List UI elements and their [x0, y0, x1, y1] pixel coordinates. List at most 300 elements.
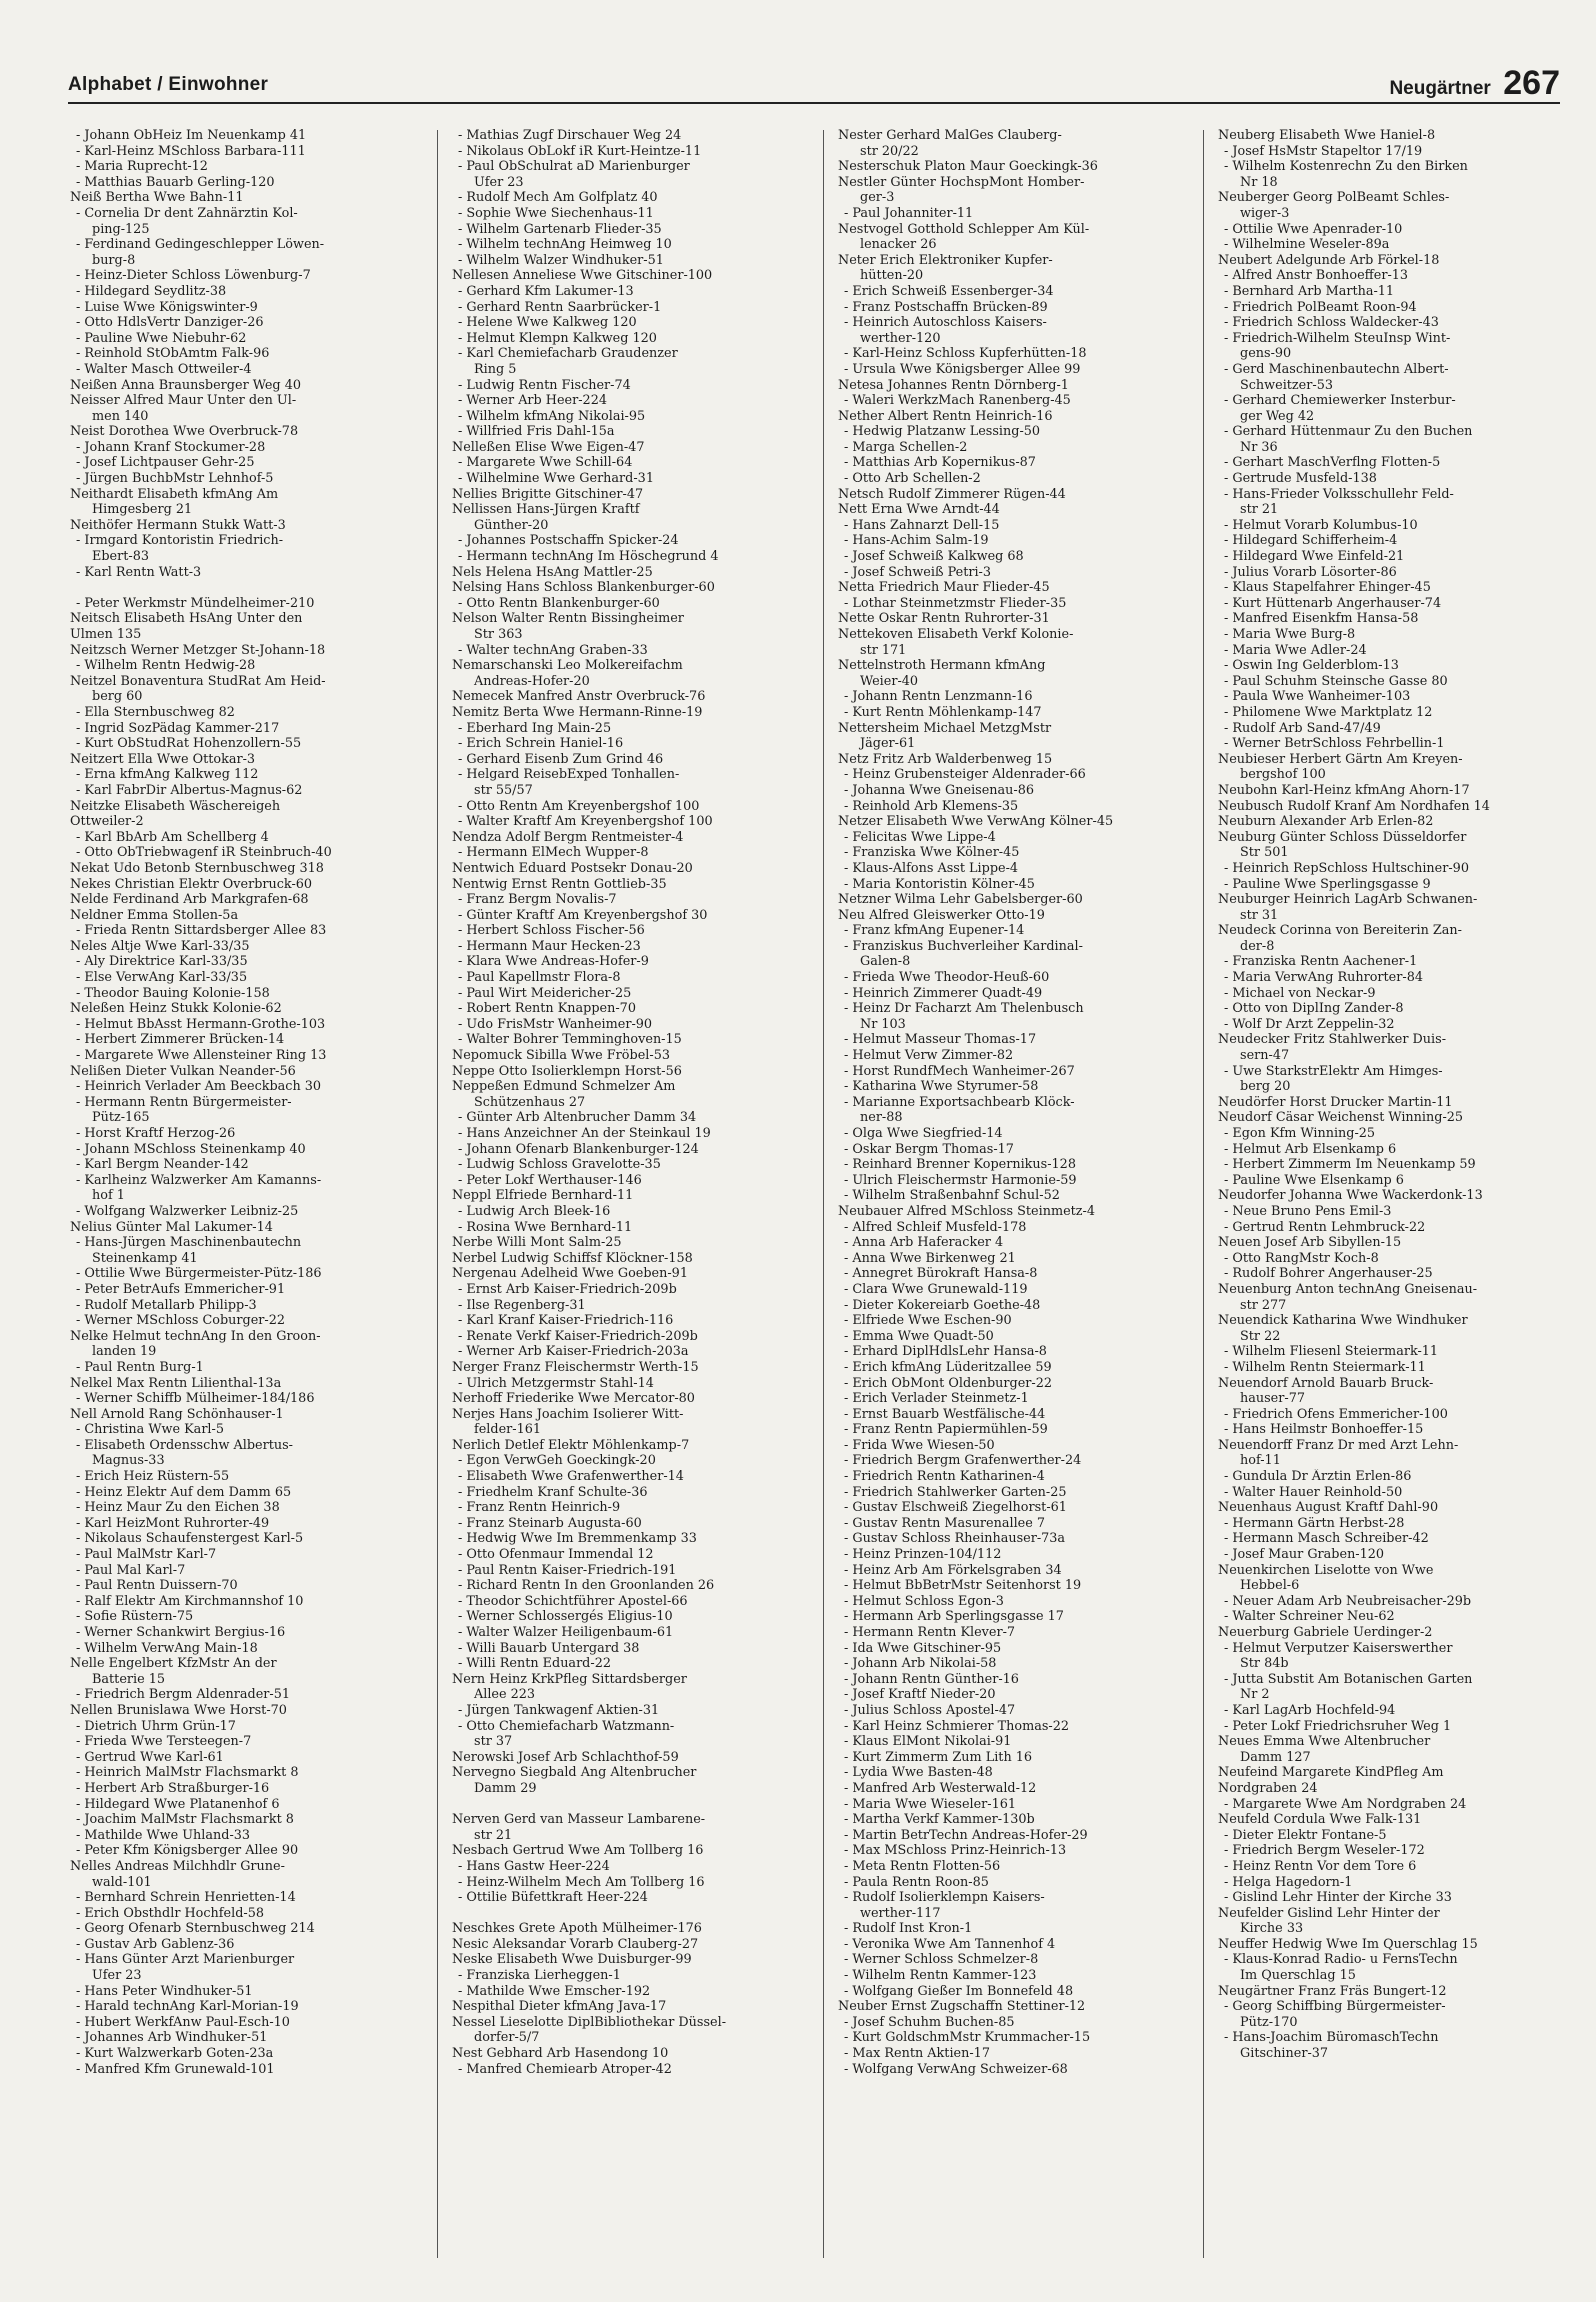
directory-entry: Nelißen Dieter Vulkan Neander-56 — [70, 1063, 296, 1079]
directory-entry: - Hermann technAng Im Höschegrund 4 — [458, 549, 719, 565]
directory-entry: dorfer-5/7 — [474, 2030, 540, 2046]
directory-entry: Neuenburg Anton technAng Gneisenau- — [1218, 1281, 1478, 1297]
directory-entry: - Gertrud Rentn Lehmbruck-22 — [1224, 1219, 1426, 1235]
directory-entry: - Martin BetrTechn Andreas-Hofer-29 — [844, 1827, 1088, 1843]
directory-entry: - Waleri WerkzMach Ranenberg-45 — [844, 393, 1071, 409]
directory-entry: - Elisabeth Wwe Grafenwerther-14 — [458, 1469, 684, 1485]
directory-entry: - Gerhard Chemiewerker Insterbur- — [1224, 393, 1456, 409]
directory-entry: bergshof 100 — [1240, 767, 1326, 783]
directory-entry: - Erich Schrein Haniel-16 — [458, 736, 624, 752]
directory-entry: werther-117 — [860, 1905, 941, 1921]
directory-entry: werther-120 — [860, 330, 941, 346]
directory-entry: - Wilhelm Gartenarb Flieder-35 — [458, 221, 662, 237]
directory-entry: Nester Gerhard MalGes Clauberg- — [838, 128, 1062, 143]
directory-entry: - Richard Rentn In den Groonlanden 26 — [458, 1578, 715, 1594]
directory-entry: Galen-8 — [860, 954, 911, 970]
directory-entry: - Erich Heiz Rüstern-55 — [76, 1469, 230, 1485]
directory-entry: - Heinrich MalMstr Flachsmarkt 8 — [76, 1765, 299, 1781]
directory-entry: - Uwe StarkstrElektr Am Himges- — [1224, 1063, 1443, 1079]
directory-entry: - Heinz Maur Zu den Eichen 38 — [76, 1500, 280, 1516]
directory-entry: Neisser Alfred Maur Unter den Ul- — [70, 393, 297, 409]
directory-entry: Neitsch Elisabeth HsAng Unter den — [70, 611, 303, 627]
directory-entry: - Margarete Wwe Schill-64 — [458, 455, 633, 471]
directory-entry: - Alfred Anstr Bonhoeffer-13 — [1224, 268, 1409, 284]
directory-entry: - Gerd Maschinenbautechn Albert- — [1224, 361, 1449, 377]
directory-entry: Andreas-Hofer-20 — [474, 673, 590, 689]
directory-entry: Nemitz Berta Wwe Hermann-Rinne-19 — [452, 704, 703, 720]
directory-entry: - Wilhelmine Weseler-89a — [1224, 237, 1390, 253]
directory-entry: - Paul Mal Karl-7 — [76, 1562, 186, 1578]
directory-entry: - Peter Kfm Königsberger Allee 90 — [76, 1843, 299, 1859]
directory-entry: - Paul Rentn Kaiser-Friedrich-191 — [458, 1562, 677, 1578]
directory-entry: - Horst RundfMech Wanheimer-267 — [844, 1063, 1075, 1079]
directory-entry: str 171 — [860, 642, 907, 658]
directory-entry: - Gerhart MaschVerflng Flotten-5 — [1224, 455, 1441, 471]
directory-entry: - Sofie Rüstern-75 — [76, 1609, 194, 1625]
directory-entry: - Herbert Arb Straßburger-16 — [76, 1780, 270, 1796]
page-header — [68, 62, 1560, 104]
directory-entry: - Hermann Arb Sperlingsgasse 17 — [844, 1609, 1064, 1625]
blank-line — [70, 580, 418, 596]
directory-entry: - Paula Wwe Wanheimer-103 — [1224, 689, 1411, 705]
directory-entry: - Friedrich Ofens Emmericher-100 — [1224, 1406, 1448, 1422]
directory-entry: - Heinz Grubensteiger Aldenrader-66 — [844, 767, 1086, 783]
directory-entry: burg-8 — [92, 252, 136, 268]
directory-entry: Neuendorf Arnold Bauarb Bruck- — [1218, 1375, 1434, 1391]
directory-entry: - Hans Heilmstr Bonhoeffer-15 — [1224, 1422, 1424, 1438]
directory-entry: - Julius Vorarb Lösorter-86 — [1224, 564, 1397, 580]
directory-entry: - Gertrude Musfeld-138 — [1224, 471, 1377, 487]
directory-entry: str 55/57 — [474, 782, 533, 798]
directory-entry: hütten-20 — [860, 268, 924, 284]
directory-entry: - Ottilie Büfettkraft Heer-224 — [458, 1890, 648, 1906]
directory-entry: Nendza Adolf Bergm Rentmeister-4 — [452, 829, 684, 845]
directory-entry: - Gerhard Hüttenmaur Zu den Buchen — [1224, 424, 1473, 440]
directory-entry: - Paul Rentn Burg-1 — [76, 1359, 204, 1375]
directory-entry: Pütz-170 — [1240, 2014, 1298, 2030]
directory-entry: - Paula Rentn Roon-85 — [844, 1874, 989, 1890]
directory-entry: - Lothar Steinmetzmstr Flieder-35 — [844, 595, 1067, 611]
blank-line — [452, 1797, 800, 1813]
directory-entry: Nels Helena HsAng Mattler-25 — [452, 564, 653, 580]
directory-entry: Nepomuck Sibilla Wwe Fröbel-53 — [452, 1048, 670, 1064]
directory-entry: Nettelnstroth Hermann kfmAng — [838, 658, 1046, 674]
directory-entry: Netta Friedrich Maur Flieder-45 — [838, 580, 1050, 596]
directory-entry: - Heinrich Autoschloss Kaisers- — [844, 315, 1047, 331]
directory-entry: - Walter Masch Ottweiler-4 — [76, 361, 252, 377]
directory-entry: - Kurt Rentn Möhlenkamp-147 — [844, 704, 1042, 720]
directory-entry: Neudorfer Johanna Wwe Wackerdonk-13 — [1218, 1188, 1483, 1204]
directory-entry: Nett Erna Wwe Arndt-44 — [838, 502, 1000, 518]
directory-entry: Neu Alfred Gleiswerker Otto-19 — [838, 907, 1045, 923]
directory-entry: lenacker 26 — [860, 237, 937, 253]
directory-entry: Nellies Brigitte Gitschiner-47 — [452, 486, 644, 502]
directory-entry: - Otto RangMstr Koch-8 — [1224, 1250, 1379, 1266]
directory-entry: - Bernhard Arb Martha-11 — [1224, 283, 1395, 299]
directory-entry: - Eberhard Ing Main-25 — [458, 720, 612, 736]
directory-entry: - Willfried Fris Dahl-15a — [458, 424, 615, 440]
directory-entry: - Martha Verkf Kammer-130b — [844, 1812, 1035, 1828]
directory-entry: - Franz Bergm Novalis-7 — [458, 892, 617, 908]
directory-entry: - Margarete Wwe Am Nordgraben 24 — [1224, 1796, 1467, 1812]
directory-entry: - Wilhelm Rentn Kammer-123 — [844, 1968, 1037, 1984]
directory-entry: - Klaus Stapelfahrer Ehinger-45 — [1224, 580, 1431, 596]
directory-entry: Ulmen 135 — [70, 627, 142, 642]
directory-entry: Neuberg Elisabeth Wwe Haniel-8 — [1218, 128, 1436, 143]
directory-entry: Himgesberg 21 — [92, 502, 193, 518]
directory-entry: Nr 36 — [1240, 439, 1278, 455]
directory-entry: - Karl-Heinz MSchloss Barbara-111 — [76, 143, 306, 159]
directory-entry: - Josef Maur Graben-120 — [1224, 1547, 1385, 1563]
directory-entry: - Ella Sternbuschweg 82 — [76, 704, 235, 720]
directory-entry: - Wilhelm VerwAng Main-18 — [76, 1640, 258, 1656]
directory-entry: - Helga Hagedorn-1 — [1224, 1874, 1353, 1890]
directory-entry: - Theodor Bauing Kolonie-158 — [76, 985, 270, 1001]
directory-entry: Nerlich Detlef Elektr Möhlenkamp-7 — [452, 1437, 690, 1453]
directory-entry: Allee 223 — [474, 1687, 536, 1703]
directory-entry: Nekat Udo Betonb Sternbuschweg 318 — [70, 860, 324, 876]
directory-entry: hof-11 — [1240, 1453, 1281, 1469]
directory-entry: - Veronika Wwe Am Tannenhof 4 — [844, 1936, 1056, 1952]
directory-entry: - Herbert Zimmerer Brücken-14 — [76, 1032, 285, 1048]
directory-entry: Neudeck Corinna von Bereiterin Zan- — [1218, 923, 1462, 939]
directory-entry: - Frida Wwe Wiesen-50 — [844, 1437, 995, 1453]
directory-entry: Günther-20 — [474, 517, 549, 533]
directory-entry: - Josef HsMstr Stapeltor 17/19 — [1224, 143, 1423, 159]
directory-entry: - Manfred Kfm Grunewald-101 — [76, 2061, 275, 2077]
directory-entry: - Walter Bohrer Temminghoven-15 — [458, 1032, 682, 1048]
directory-entry: ger Weg 42 — [1240, 408, 1315, 424]
directory-entry: Netsch Rudolf Zimmerer Rügen-44 — [838, 486, 1066, 502]
directory-entry: - Bernhard Schrein Henrietten-14 — [76, 1890, 296, 1906]
directory-entry: Nr 103 — [860, 1016, 906, 1032]
directory-entry: - Wilhelm kfmAng Nikolai-95 — [458, 408, 646, 424]
directory-entry: - Hans Gastw Heer-224 — [458, 1858, 610, 1874]
directory-entry: Neuendorff Franz Dr med Arzt Lehn- — [1218, 1437, 1459, 1453]
directory-entry: - Franz Postschaffn Brücken-89 — [844, 299, 1048, 315]
directory-entry: - Lydia Wwe Basten-48 — [844, 1765, 993, 1781]
directory-entry: - Josef Schuhm Buchen-85 — [844, 2014, 1015, 2030]
directory-entry: Neithardt Elisabeth kfmAng Am — [70, 486, 279, 502]
directory-entry: - Paul ObSchulrat aD Marienburger — [458, 159, 690, 175]
directory-entry: - Günter Arb Altenbrucher Damm 34 — [458, 1110, 697, 1126]
directory-entry: Nelleßen Elise Wwe Eigen-47 — [452, 439, 645, 455]
directory-columns — [70, 128, 1570, 2278]
directory-entry: Nentwich Eduard Postsekr Donau-20 — [452, 860, 693, 876]
directory-entry: Nr 18 — [1240, 174, 1278, 190]
directory-entry: - Johann Kranf Stockumer-28 — [76, 439, 266, 455]
directory-entry: - Sophie Wwe Siechenhaus-11 — [458, 205, 654, 221]
directory-entry: Steinenkamp 41 — [92, 1250, 198, 1266]
directory-entry: - Johann Rentn Lenzmann-16 — [844, 689, 1033, 705]
directory-entry: - Hans-Joachim BüromaschTechn — [1224, 2030, 1439, 2046]
directory-entry: - Ludwig Arch Bleek-16 — [458, 1203, 611, 1219]
directory-entry: - Maria Wwe Adler-24 — [1224, 642, 1367, 658]
directory-entry: - Friedrich Bergm Weseler-172 — [1224, 1843, 1425, 1859]
directory-entry: Neiß Bertha Wwe Bahn-11 — [70, 190, 244, 206]
directory-entry: - Manfred Arb Westerwald-12 — [844, 1780, 1037, 1796]
directory-entry: Neschkes Grete Apoth Mülheimer-176 — [452, 1921, 702, 1937]
directory-entry: - Otto Chemiefacharb Watzmann- — [458, 1718, 675, 1734]
directory-entry: - Rosina Wwe Bernhard-11 — [458, 1219, 633, 1235]
directory-entry: - Heinrich RepSchloss Hultschiner-90 — [1224, 860, 1469, 876]
directory-entry: - Walter Schreiner Neu-62 — [1224, 1609, 1395, 1625]
directory-entry: - Franziska Lierheggen-1 — [458, 1968, 621, 1984]
directory-entry: - Karl BbArb Am Schellberg 4 — [76, 829, 269, 845]
directory-entry: - Dietrich Uhrm Grün-17 — [76, 1718, 236, 1734]
directory-entry: Nervegno Siegbald Ang Altenbrucher — [452, 1765, 697, 1781]
directory-entry: Neitzel Bonaventura StudRat Am Heid- — [70, 673, 326, 689]
directory-entry: - Clara Wwe Grunewald-119 — [844, 1281, 1028, 1297]
directory-entry: - Hans Peter Windhuker-51 — [76, 1983, 253, 1999]
directory-entry: str 20/22 — [860, 143, 919, 159]
directory-entry: - Werner Arb Kaiser-Friedrich-203a — [458, 1344, 689, 1360]
directory-entry: - Werner Schlossergés Eligius-10 — [458, 1609, 673, 1625]
directory-entry: Damm 127 — [1240, 1749, 1311, 1765]
directory-entry: - Maria Wwe Wieseler-161 — [844, 1796, 1017, 1812]
column-divider — [1203, 130, 1204, 2258]
directory-entry: Netzner Wilma Lehr Gabelsberger-60 — [838, 892, 1083, 908]
directory-entry: - Irmgard Kontoristin Friedrich- — [76, 533, 284, 549]
directory-entry: - Rudolf Mech Am Golfplatz 40 — [458, 190, 658, 206]
directory-entry: Ebert-83 — [92, 549, 149, 565]
directory-entry: - Paul Schuhm Steinsche Gasse 80 — [1224, 673, 1448, 689]
directory-entry: - Franz Rentn Papiermühlen-59 — [844, 1422, 1048, 1438]
directory-entry: Neuber Ernst Zugschaffn Stettiner-12 — [838, 1999, 1086, 2015]
directory-column-3 — [838, 128, 1186, 2077]
directory-entry: - Maria Kontoristin Kölner-45 — [844, 876, 1035, 892]
directory-entry: - Karl HeizMont Ruhrorter-49 — [76, 1515, 270, 1531]
directory-entry: - Jürgen Tankwagenf Aktien-31 — [458, 1702, 660, 1718]
directory-entry: - Klaus ElMont Nikolai-91 — [844, 1734, 1012, 1750]
directory-entry: Neubohn Karl-Heinz kfmAng Ahorn-17 — [1218, 782, 1470, 798]
directory-entry: - Franz Steinarb Augusta-60 — [458, 1515, 642, 1531]
directory-entry: Nemarschanski Leo Molkereifachm — [452, 658, 683, 674]
directory-entry: - Oswin Ing Gelderblom-13 — [1224, 658, 1399, 674]
directory-entry: - Harald technAng Karl-Morian-19 — [76, 1999, 299, 2015]
directory-entry: - Hildegard Seydlitz-38 — [76, 283, 227, 299]
directory-entry: - Hermann Gärtn Herbst-28 — [1224, 1515, 1405, 1531]
directory-entry: - Philomene Wwe Marktplatz 12 — [1224, 704, 1433, 720]
directory-entry: - Hildegard Schifferheim-4 — [1224, 533, 1398, 549]
directory-entry: Neißen Anna Braunsberger Weg 40 — [70, 377, 301, 393]
directory-entry: - Annegret Bürokraft Hansa-8 — [844, 1266, 1038, 1282]
directory-entry: Nerhoff Friederike Wwe Mercator-80 — [452, 1391, 695, 1407]
directory-entry: - Heinz Elektr Auf dem Damm 65 — [76, 1484, 292, 1500]
directory-entry: - Elisabeth Ordensschw Albertus- — [76, 1437, 294, 1453]
directory-entry: - Heinz Prinzen-104/112 — [844, 1547, 1002, 1563]
directory-entry: Nelke Helmut technAng In den Groon- — [70, 1328, 321, 1344]
directory-entry: Neubert Adelgunde Arb Förkel-18 — [1218, 252, 1440, 268]
directory-column-1 — [70, 128, 418, 2077]
directory-entry: - Otto Rentn Am Kreyenbergshof 100 — [458, 798, 700, 814]
directory-entry: - Jutta Substit Am Botanischen Garten — [1224, 1671, 1473, 1687]
directory-entry: - Heinrich Zimmerer Quadt-49 — [844, 985, 1043, 1001]
directory-entry: Nestler Günter HochspMont Homber- — [838, 174, 1085, 190]
directory-entry: - Udo FrisMstr Wanheimer-90 — [458, 1016, 653, 1032]
directory-entry: - Luise Wwe Königswinter-9 — [76, 299, 258, 315]
directory-entry: - Heinz Rentn Vor dem Tore 6 — [1224, 1858, 1417, 1874]
directory-entry: - Karl LagArb Hochfeld-94 — [1224, 1702, 1396, 1718]
directory-entry: - Manfred Eisenkfm Hansa-58 — [1224, 611, 1419, 627]
directory-entry: - Karlheinz Walzwerker Am Kamanns- — [76, 1172, 322, 1188]
directory-entry: Nette Oskar Rentn Ruhrorter-31 — [838, 611, 1050, 627]
directory-entry: Nessel Lieselotte DiplBibliothekar Düssel- — [452, 2014, 727, 2030]
directory-entry: - Hedwig Wwe Im Bremmenkamp 33 — [458, 1531, 697, 1547]
directory-entry: - Franziskus Buchverleiher Kardinal- — [844, 938, 1083, 954]
directory-entry: - Kurt Walzwerkarb Goten-23a — [76, 2046, 274, 2062]
directory-entry: - Pauline Wwe Sperlingsgasse 9 — [1224, 876, 1431, 892]
directory-entry: - Katharina Wwe Styrumer-58 — [844, 1079, 1039, 1095]
directory-entry: - Marianne Exportsachbearb Klöck- — [844, 1094, 1075, 1110]
directory-entry: - Johann ObHeiz Im Neuenkamp 41 — [76, 128, 307, 143]
directory-entry: - Helmut Vorarb Kolumbus-10 — [1224, 517, 1418, 533]
directory-entry: - Neue Bruno Pens Emil-3 — [1224, 1203, 1392, 1219]
directory-entry: - Helmut Arb Elsenkamp 6 — [1224, 1141, 1397, 1157]
directory-entry: Neuenhaus August Kraftf Dahl-90 — [1218, 1500, 1439, 1516]
directory-entry: - Dieter Elektr Fontane-5 — [1224, 1827, 1387, 1843]
directory-entry: Neuen Josef Arb Sibyllen-15 — [1218, 1235, 1402, 1251]
directory-entry: - Johannes Postschaffn Spicker-24 — [458, 533, 679, 549]
directory-entry: Nerven Gerd van Masseur Lambarene- — [452, 1812, 706, 1828]
directory-entry: - Gerhard Kfm Lakumer-13 — [458, 283, 634, 299]
directory-entry: - Peter BetrAufs Emmericher-91 — [76, 1281, 286, 1297]
directory-entry: - Johann Arb Nikolai-58 — [844, 1656, 997, 1672]
directory-entry: - Paul Kapellmstr Flora-8 — [458, 970, 621, 986]
directory-entry: - Klaus-Konrad Radio- u FernsTechn — [1224, 1952, 1458, 1968]
directory-entry: - Otto HdlsVertr Danziger-26 — [76, 315, 264, 331]
directory-entry: - Dieter Kokereiarb Goethe-48 — [844, 1297, 1041, 1313]
directory-entry: - Walter Hauer Reinhold-50 — [1224, 1484, 1403, 1500]
directory-column-4 — [1218, 128, 1566, 2062]
directory-entry: - Gerhard Eisenb Zum Grind 46 — [458, 751, 664, 767]
directory-entry: - Mathilde Wwe Emscher-192 — [458, 1983, 651, 1999]
directory-entry: - Johanna Wwe Gneisenau-86 — [844, 782, 1035, 798]
directory-entry: berg 20 — [1240, 1079, 1291, 1095]
column-divider — [437, 130, 438, 2258]
directory-entry: - Georg Schiffbing Bürgermeister- — [1224, 1999, 1446, 2015]
directory-entry: Neudecker Fritz Stahlwerker Duis- — [1218, 1032, 1447, 1048]
directory-entry: Neleßen Heinz Stukk Kolonie-62 — [70, 1001, 282, 1017]
directory-entry: - Oskar Bergm Thomas-17 — [844, 1141, 1014, 1157]
directory-entry: ping-125 — [92, 221, 150, 237]
guide-word: Neugärtner — [1389, 78, 1491, 99]
directory-entry: Nellissen Hans-Jürgen Kraftf — [452, 502, 640, 518]
running-head — [1389, 66, 1560, 100]
directory-entry: - Karl Heinz Schmierer Thomas-22 — [844, 1718, 1070, 1734]
directory-entry: gens-90 — [1240, 346, 1292, 362]
directory-entry: - Matthias Bauarb Gerling-120 — [76, 174, 275, 190]
directory-entry: Pütz-165 — [92, 1110, 150, 1126]
directory-entry: - Josef Schweiß Petri-3 — [844, 564, 992, 580]
directory-entry: Hebbel-6 — [1240, 1578, 1300, 1594]
directory-entry: - Jürgen BuchbMstr Lehnhof-5 — [76, 471, 274, 487]
directory-entry: Neppe Otto Isolierklempn Horst-56 — [452, 1063, 682, 1079]
directory-entry: - Cornelia Dr dent Zahnärztin Kol- — [76, 205, 298, 221]
directory-entry: - Helmut Verw Zimmer-82 — [844, 1048, 1014, 1064]
directory-entry: - Frieda Rentn Sittardsberger Allee 83 — [76, 923, 327, 939]
directory-entry: - Anna Wwe Birkenweg 21 — [844, 1250, 1016, 1266]
directory-entry: Ottweiler-2 — [70, 814, 144, 830]
directory-entry: - Karl Rentn Watt-3 — [76, 564, 202, 580]
directory-entry: - Otto Arb Schellen-2 — [844, 471, 981, 487]
directory-entry: - Klaus-Alfons Asst Lippe-4 — [844, 860, 1019, 876]
directory-entry: ner-88 — [860, 1110, 903, 1126]
directory-entry: - Karl Kranf Kaiser-Friedrich-116 — [458, 1313, 674, 1329]
directory-entry: Nesic Aleksandar Vorarb Clauberg-27 — [452, 1936, 699, 1952]
directory-entry: - Herbert Schloss Fischer-56 — [458, 923, 645, 939]
directory-entry: Nelson Walter Rentn Bissingheimer — [452, 611, 684, 627]
directory-entry: - Egon VerwGeh Goeckingk-20 — [458, 1453, 656, 1469]
directory-entry: - Paul Rentn Duissern-70 — [76, 1578, 238, 1594]
directory-entry: Nettersheim Michael MetzgMstr — [838, 720, 1052, 736]
directory-entry: felder-161 — [474, 1422, 542, 1438]
directory-entry: - Heinrich Verlader Am Beeckbach 30 — [76, 1079, 322, 1095]
directory-entry: - Josef Kraftf Nieder-20 — [844, 1687, 996, 1703]
directory-entry: - Hans-Frieder Volksschullehr Feld- — [1224, 486, 1454, 502]
directory-entry: - Erich Verlader Steinmetz-1 — [844, 1391, 1029, 1407]
directory-entry: - Hans Anzeichner An der Steinkaul 19 — [458, 1126, 711, 1141]
directory-entry: Neuendick Katharina Wwe Windhuker — [1218, 1313, 1468, 1329]
directory-entry: Nelde Ferdinand Arb Markgrafen-68 — [70, 892, 309, 908]
directory-entry: - Walter Kraftf Am Kreyenbergshof 100 — [458, 814, 713, 830]
directory-entry: - Christina Wwe Karl-5 — [76, 1422, 224, 1438]
directory-entry: - Friedrich Schloss Waldecker-43 — [1224, 315, 1439, 331]
directory-entry: Neithöfer Hermann Stukk Watt-3 — [70, 517, 286, 533]
directory-entry: - Erich ObMont Oldenburger-22 — [844, 1375, 1052, 1391]
directory-entry: hof 1 — [92, 1188, 125, 1204]
directory-entry: Schützenhaus 27 — [474, 1094, 586, 1110]
directory-entry: - Horst Kraftf Herzog-26 — [76, 1126, 236, 1141]
directory-entry: Neitzert Ella Wwe Ottokar-3 — [70, 751, 256, 767]
directory-entry: - Wolfgang VerwAng Schweizer-68 — [844, 2061, 1068, 2077]
directory-entry: wiger-3 — [1240, 205, 1290, 221]
directory-entry: Nettekoven Elisabeth Verkf Kolonie- — [838, 627, 1074, 642]
directory-entry: - Otto von DiplIng Zander-8 — [1224, 1001, 1404, 1017]
directory-entry: - Helmut Schloss Egon-3 — [844, 1593, 1004, 1609]
directory-entry: - Ingrid SozPädag Kammer-217 — [76, 720, 280, 736]
directory-entry: - Hans-Achim Salm-19 — [844, 533, 989, 549]
directory-entry: - Peter Lokf Werthauser-146 — [458, 1172, 642, 1188]
directory-entry: ger-3 — [860, 190, 895, 206]
directory-entry: - Ludwig Rentn Fischer-74 — [458, 377, 631, 393]
directory-entry: - Walter technAng Graben-33 — [458, 642, 648, 658]
directory-entry: Weier-40 — [860, 673, 919, 689]
directory-entry: - Aly Direktrice Karl-33/35 — [76, 954, 248, 970]
directory-entry: Kirche 33 — [1240, 1921, 1304, 1937]
directory-entry: - Reinhard Brenner Kopernikus-128 — [844, 1157, 1076, 1173]
directory-entry: - Reinhold StObAmtm Falk-96 — [76, 346, 270, 362]
directory-entry: Nelle Engelbert KfzMstr An der — [70, 1656, 277, 1672]
directory-entry: - Gustav Elschweiß Ziegelhorst-61 — [844, 1500, 1067, 1516]
directory-entry: - Franz Rentn Heinrich-9 — [458, 1500, 621, 1516]
directory-entry: - Werner BetrSchloss Fehrbellin-1 — [1224, 736, 1445, 752]
directory-entry: - Mathilde Wwe Uhland-33 — [76, 1827, 251, 1843]
directory-entry: - Anna Arb Haferacker 4 — [844, 1235, 1004, 1251]
directory-entry: - Helmut Klempn Kalkweg 120 — [458, 330, 657, 346]
directory-entry: Im Querschlag 15 — [1240, 1968, 1356, 1984]
directory-entry: Nergenau Adelheid Wwe Goeben-91 — [452, 1266, 688, 1282]
directory-entry: - Ottilie Wwe Apenrader-10 — [1224, 221, 1403, 237]
directory-entry: Batterie 15 — [92, 1671, 166, 1687]
directory-entry: Nordgraben 24 — [1218, 1780, 1318, 1796]
directory-entry: Nentwig Ernst Rentn Gottlieb-35 — [452, 876, 667, 892]
directory-entry: - Willi Bauarb Untergard 38 — [458, 1640, 640, 1656]
directory-entry: str 21 — [1240, 502, 1279, 518]
directory-entry: - Hermann Rentn Klever-7 — [844, 1625, 1016, 1640]
directory-entry: Nerbe Willi Mont Salm-25 — [452, 1235, 622, 1251]
directory-entry: - Maria Ruprecht-12 — [76, 159, 208, 175]
